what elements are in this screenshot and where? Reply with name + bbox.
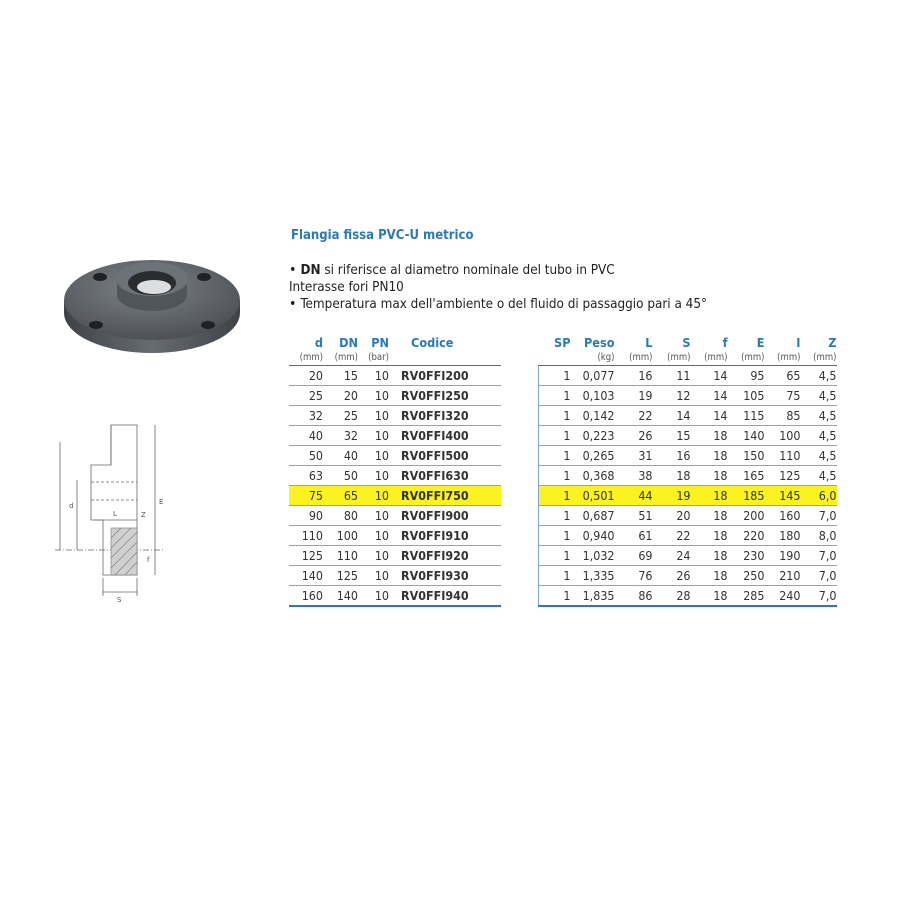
table-cell: 7,0 xyxy=(801,566,837,586)
table-cell: 18 xyxy=(691,546,728,566)
table-cell: 110 xyxy=(323,546,358,566)
table-cell: 40 xyxy=(323,446,358,466)
table-row xyxy=(289,366,501,386)
table-cell: 19 xyxy=(653,486,691,506)
col-unit: (kg) xyxy=(571,350,615,366)
table-cell: 1,835 xyxy=(571,586,615,607)
table-cell: 105 xyxy=(728,386,765,406)
table-cell: 18 xyxy=(691,566,728,586)
table-cell: 14 xyxy=(691,406,728,426)
flange-product-image xyxy=(62,255,242,369)
table-cell: RV0FFI400 xyxy=(389,426,501,446)
table-cell: RV0FFI320 xyxy=(389,406,501,426)
table-cell: RV0FFI920 xyxy=(389,546,501,566)
dim-l-label: L xyxy=(113,510,117,518)
table-cell: RV0FFI910 xyxy=(389,526,501,546)
table-row xyxy=(539,566,837,586)
table-cell: 10 xyxy=(358,366,389,386)
table-row xyxy=(289,406,501,426)
table-cell: 1 xyxy=(539,386,571,406)
table-cell: 110 xyxy=(289,526,323,546)
table-cell: 0,223 xyxy=(571,426,615,446)
table-cell: 18 xyxy=(691,446,728,466)
table-row xyxy=(289,566,501,586)
table-cell: 0,142 xyxy=(571,406,615,426)
note-1-bold: DN xyxy=(300,263,321,278)
table-cell: 115 xyxy=(728,406,765,426)
col-unit: (mm) xyxy=(801,350,837,366)
table-cell: 26 xyxy=(653,566,691,586)
col-unit: (mm) xyxy=(323,350,358,366)
table-cell: 18 xyxy=(691,586,728,607)
table-cell: 32 xyxy=(323,426,358,446)
table-cell: 1,335 xyxy=(571,566,615,586)
table-cell: 32 xyxy=(289,406,323,426)
table-cell: 75 xyxy=(765,386,801,406)
table-cell: 125 xyxy=(765,466,801,486)
table-cell: 85 xyxy=(765,406,801,426)
table-cell: 28 xyxy=(653,586,691,607)
col-header: I xyxy=(796,334,801,350)
note-1-line-2: Interasse fori PN10 xyxy=(289,280,404,295)
table-cell: 4,5 xyxy=(801,426,837,446)
table-row xyxy=(289,426,501,446)
table-cell: 65 xyxy=(323,486,358,506)
table-cell: 50 xyxy=(289,446,323,466)
table-cell: 1 xyxy=(539,486,571,506)
dimensions-table-right xyxy=(538,334,837,607)
table-cell: 22 xyxy=(653,526,691,546)
table-cell: 8,0 xyxy=(801,526,837,546)
table-cell: 14 xyxy=(691,386,728,406)
col-header: Peso xyxy=(583,334,615,350)
table-cell: 18 xyxy=(653,466,691,486)
table-cell: 38 xyxy=(615,466,653,486)
table-cell: 63 xyxy=(289,466,323,486)
dim-f-label: f xyxy=(147,556,150,564)
table-cell: 86 xyxy=(615,586,653,607)
table-cell: 200 xyxy=(728,506,765,526)
col-header: SP xyxy=(554,334,571,350)
note-1-text: si riferisce al diametro nominale del tubo in PVC xyxy=(320,263,615,278)
table-cell: 12 xyxy=(653,386,691,406)
table-cell: 69 xyxy=(615,546,653,566)
col-unit: (mm) xyxy=(765,350,801,366)
table-cell: 14 xyxy=(691,366,728,386)
col-unit: (mm) xyxy=(653,350,691,366)
table-cell: 1 xyxy=(539,526,571,546)
table-cell: 1 xyxy=(539,566,571,586)
col-unit: (mm) xyxy=(728,350,765,366)
product-title: Flangia fissa PVC-U metrico xyxy=(291,228,474,243)
table-cell: 7,0 xyxy=(801,546,837,566)
dim-d-label: d xyxy=(69,502,74,510)
table-cell: 20 xyxy=(653,506,691,526)
table-cell: 20 xyxy=(289,366,323,386)
col-unit: (mm) xyxy=(289,350,323,366)
col-unit: (bar) xyxy=(358,350,389,366)
table-cell: 140 xyxy=(323,586,358,607)
table-cell: 15 xyxy=(323,366,358,386)
table-cell: 7,0 xyxy=(801,506,837,526)
table-row xyxy=(289,506,501,526)
col-header: E xyxy=(756,334,765,350)
table-cell: 140 xyxy=(728,426,765,446)
table-cell: 160 xyxy=(765,506,801,526)
table-cell: 10 xyxy=(358,466,389,486)
table-cell: 185 xyxy=(728,486,765,506)
table-row xyxy=(539,386,837,406)
table-cell: 0,103 xyxy=(571,386,615,406)
col-header: Z xyxy=(828,334,837,350)
col-unit: (mm) xyxy=(615,350,653,366)
col-unit xyxy=(539,350,571,366)
table-cell: 4,5 xyxy=(801,446,837,466)
table-cell: 75 xyxy=(289,486,323,506)
table-cell: RV0FFI750 xyxy=(389,486,501,506)
table-cell: 40 xyxy=(289,426,323,446)
table-row xyxy=(539,426,837,446)
table-cell: 0,501 xyxy=(571,486,615,506)
table-cell: 76 xyxy=(615,566,653,586)
table-row xyxy=(289,586,501,607)
table-cell: 65 xyxy=(765,366,801,386)
table-row xyxy=(289,446,501,466)
table-cell: 190 xyxy=(765,546,801,566)
table-cell: 18 xyxy=(691,426,728,446)
table-cell: 25 xyxy=(323,406,358,426)
product-notes xyxy=(289,262,707,313)
table-cell: RV0FFI900 xyxy=(389,506,501,526)
table-cell: 0,265 xyxy=(571,446,615,466)
table-cell: 95 xyxy=(728,366,765,386)
col-header: f xyxy=(722,334,728,350)
table-cell: 0,687 xyxy=(571,506,615,526)
table-cell: 18 xyxy=(691,506,728,526)
dim-z-label: Z xyxy=(141,511,146,519)
dimensions-table-left xyxy=(289,334,501,607)
table-cell: 51 xyxy=(615,506,653,526)
table-cell: RV0FFI930 xyxy=(389,566,501,586)
table-row xyxy=(539,546,837,566)
table-cell: 4,5 xyxy=(801,466,837,486)
table-cell: 1 xyxy=(539,406,571,426)
table-cell: 14 xyxy=(653,406,691,426)
table-cell: 250 xyxy=(728,566,765,586)
table-cell: 90 xyxy=(289,506,323,526)
table-cell: 61 xyxy=(615,526,653,546)
table-cell: 100 xyxy=(765,426,801,446)
table-cell: 10 xyxy=(358,386,389,406)
table-cell: RV0FFI250 xyxy=(389,386,501,406)
table-cell: RV0FFI940 xyxy=(389,586,501,607)
table-cell: 1 xyxy=(539,426,571,446)
table-row xyxy=(539,526,837,546)
table-cell: 11 xyxy=(653,366,691,386)
table-row xyxy=(289,386,501,406)
table-cell: 10 xyxy=(358,406,389,426)
table-cell: 10 xyxy=(358,566,389,586)
dim-e-label: E xyxy=(159,498,164,506)
col-header: PN xyxy=(371,334,389,350)
col-unit: (mm) xyxy=(691,350,728,366)
table-cell: 10 xyxy=(358,546,389,566)
table-cell: 160 xyxy=(289,586,323,607)
col-header: DN xyxy=(339,334,358,350)
table-cell: 180 xyxy=(765,526,801,546)
table-cell: 26 xyxy=(615,426,653,446)
col-unit xyxy=(389,350,501,366)
table-cell: 1 xyxy=(539,466,571,486)
table-cell: 150 xyxy=(728,446,765,466)
table-cell: 16 xyxy=(653,446,691,466)
table-row xyxy=(289,526,501,546)
table-cell: 16 xyxy=(615,366,653,386)
table-cell: 240 xyxy=(765,586,801,607)
note-2-text: Temperatura max dell'ambiente o del fluido di passaggio pari a 45° xyxy=(300,297,708,312)
table-cell: 31 xyxy=(615,446,653,466)
table-cell: 18 xyxy=(691,526,728,546)
table-cell: 18 xyxy=(691,466,728,486)
table-cell: 10 xyxy=(358,586,389,607)
table-cell: 140 xyxy=(289,566,323,586)
table-cell: 1 xyxy=(539,366,571,386)
table-cell: 285 xyxy=(728,586,765,607)
table-cell: 22 xyxy=(615,406,653,426)
table-cell: 1 xyxy=(539,586,571,607)
table-cell: 4,5 xyxy=(801,386,837,406)
table-cell: 4,5 xyxy=(801,366,837,386)
table-cell: 10 xyxy=(358,526,389,546)
table-cell: 24 xyxy=(653,546,691,566)
col-header: L xyxy=(645,334,653,350)
table-cell: 7,0 xyxy=(801,586,837,607)
table-row xyxy=(289,546,501,566)
table-row-highlighted xyxy=(289,486,501,506)
col-header: d xyxy=(314,334,323,350)
note-1: • DN si riferisce al diametro nominale del tubo in PVC xyxy=(289,262,615,278)
table-cell: 18 xyxy=(691,486,728,506)
table-cell: 4,5 xyxy=(801,406,837,426)
table-cell: 0,940 xyxy=(571,526,615,546)
table-cell: 220 xyxy=(728,526,765,546)
note-2: • Temperatura max dell'ambiente o del fluido di passaggio pari a 45° xyxy=(289,296,708,312)
table-row xyxy=(539,466,837,486)
table-row xyxy=(539,506,837,526)
table-cell: RV0FFI200 xyxy=(389,366,501,386)
table-cell: 125 xyxy=(323,566,358,586)
table-row xyxy=(289,466,501,486)
table-cell: 110 xyxy=(765,446,801,466)
table-cell: 145 xyxy=(765,486,801,506)
table-row xyxy=(539,406,837,426)
table-cell: 0,077 xyxy=(571,366,615,386)
table-cell: RV0FFI630 xyxy=(389,466,501,486)
table-cell: 0,368 xyxy=(571,466,615,486)
table-cell: 19 xyxy=(615,386,653,406)
table-cell: 1 xyxy=(539,506,571,526)
table-cell: RV0FFI500 xyxy=(389,446,501,466)
col-header: Codice xyxy=(411,334,454,350)
table-cell: 10 xyxy=(358,426,389,446)
col-header: S xyxy=(682,334,691,350)
table-cell: 25 xyxy=(289,386,323,406)
table-row xyxy=(539,446,837,466)
table-row-highlighted xyxy=(539,486,837,506)
table-cell: 50 xyxy=(323,466,358,486)
table-cell: 230 xyxy=(728,546,765,566)
table-cell: 210 xyxy=(765,566,801,586)
table-cell: 80 xyxy=(323,506,358,526)
table-cell: 165 xyxy=(728,466,765,486)
table-row xyxy=(539,586,837,607)
table-cell: 10 xyxy=(358,486,389,506)
flange-technical-drawing xyxy=(55,420,175,614)
table-cell: 125 xyxy=(289,546,323,566)
table-cell: 15 xyxy=(653,426,691,446)
table-cell: 1 xyxy=(539,446,571,466)
table-cell: 100 xyxy=(323,526,358,546)
table-cell: 10 xyxy=(358,506,389,526)
table-cell: 44 xyxy=(615,486,653,506)
table-cell: 1 xyxy=(539,546,571,566)
table-cell: 20 xyxy=(323,386,358,406)
table-cell: 10 xyxy=(358,446,389,466)
table-row xyxy=(539,366,837,386)
table-cell: 1,032 xyxy=(571,546,615,566)
table-cell: 6,0 xyxy=(801,486,837,506)
dim-s-label: S xyxy=(117,596,122,604)
